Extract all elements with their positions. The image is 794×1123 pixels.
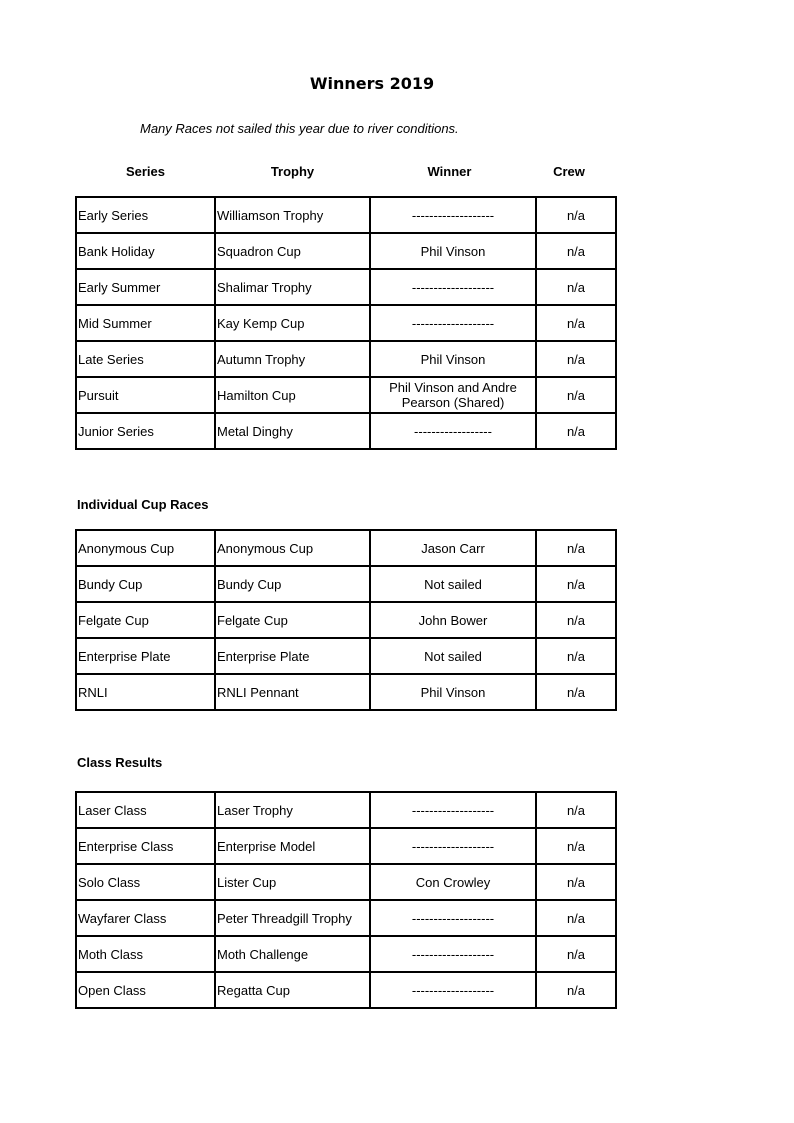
cell-winner: Phil Vinson xyxy=(370,674,536,710)
section-label-class-results: Class Results xyxy=(77,755,163,770)
cell-winner: ------------------- xyxy=(370,900,536,936)
cell-series: RNLI xyxy=(76,674,215,710)
cell-trophy: Regatta Cup xyxy=(215,972,370,1008)
cell-series: Laser Class xyxy=(76,792,215,828)
cell-series: Early Summer xyxy=(76,269,215,305)
cell-series: Junior Series xyxy=(76,413,215,449)
cell-series: Late Series xyxy=(76,341,215,377)
cell-winner: John Bower xyxy=(370,602,536,638)
table-row xyxy=(76,674,616,710)
cell-crew: n/a xyxy=(536,936,616,972)
cell-crew: n/a xyxy=(536,566,616,602)
header-winner: Winner xyxy=(427,164,472,179)
table-row xyxy=(76,269,616,305)
header-trophy: Trophy xyxy=(270,164,315,179)
cell-crew: n/a xyxy=(536,602,616,638)
cell-trophy: Lister Cup xyxy=(215,864,370,900)
table-row xyxy=(76,972,616,1008)
cell-crew: n/a xyxy=(536,269,616,305)
cell-crew: n/a xyxy=(536,341,616,377)
table-row xyxy=(76,566,616,602)
class-results-table xyxy=(75,791,617,1009)
cell-winner: Phil Vinson xyxy=(370,341,536,377)
cell-series: Moth Class xyxy=(76,936,215,972)
cell-trophy: Moth Challenge xyxy=(215,936,370,972)
cell-trophy: RNLI Pennant xyxy=(215,674,370,710)
cell-winner: Phil Vinson and Andre Pearson (Shared) xyxy=(370,377,536,413)
cell-series: Early Series xyxy=(76,197,215,233)
cell-winner: Not sailed xyxy=(370,638,536,674)
cell-trophy: Kay Kemp Cup xyxy=(215,305,370,341)
cell-trophy: Autumn Trophy xyxy=(215,341,370,377)
cell-series: Enterprise Class xyxy=(76,828,215,864)
cell-crew: n/a xyxy=(536,674,616,710)
cell-winner: Phil Vinson xyxy=(370,233,536,269)
section-label-cup-races: Individual Cup Races xyxy=(77,497,209,512)
cell-series: Wayfarer Class xyxy=(76,900,215,936)
cell-series: Open Class xyxy=(76,972,215,1008)
cell-series: Felgate Cup xyxy=(76,602,215,638)
cell-trophy: Enterprise Plate xyxy=(215,638,370,674)
cell-winner: ------------------ xyxy=(370,413,536,449)
cell-winner: Not sailed xyxy=(370,566,536,602)
cell-winner: Con Crowley xyxy=(370,864,536,900)
cell-winner: ------------------- xyxy=(370,936,536,972)
cell-winner: Jason Carr xyxy=(370,530,536,566)
cell-series: Solo Class xyxy=(76,864,215,900)
cell-series: Pursuit xyxy=(76,377,215,413)
table-row xyxy=(76,936,616,972)
cell-crew: n/a xyxy=(536,828,616,864)
cell-crew: n/a xyxy=(536,413,616,449)
cell-crew: n/a xyxy=(536,530,616,566)
cell-trophy: Metal Dinghy xyxy=(215,413,370,449)
table-row xyxy=(76,864,616,900)
table-row xyxy=(76,828,616,864)
table-row xyxy=(76,602,616,638)
table-row xyxy=(76,305,616,341)
cell-series: Enterprise Plate xyxy=(76,638,215,674)
cell-trophy: Shalimar Trophy xyxy=(215,269,370,305)
series-table xyxy=(75,196,617,450)
table-row xyxy=(76,413,616,449)
cell-crew: n/a xyxy=(536,900,616,936)
table-row xyxy=(76,530,616,566)
cell-winner: ------------------- xyxy=(370,305,536,341)
table-row xyxy=(76,377,616,413)
cell-winner: ------------------- xyxy=(370,792,536,828)
cell-series: Mid Summer xyxy=(76,305,215,341)
cell-trophy: Felgate Cup xyxy=(215,602,370,638)
table-row xyxy=(76,792,616,828)
table-row xyxy=(76,638,616,674)
cell-winner: ------------------- xyxy=(370,828,536,864)
page-title: Winners 2019 xyxy=(309,74,435,93)
table-row xyxy=(76,197,616,233)
column-headers xyxy=(76,164,609,180)
cell-crew: n/a xyxy=(536,864,616,900)
header-crew: Crew xyxy=(553,164,585,179)
cell-crew: n/a xyxy=(536,377,616,413)
cell-series: Anonymous Cup xyxy=(76,530,215,566)
cell-crew: n/a xyxy=(536,305,616,341)
conditions-note: Many Races not sailed this year due to river conditions. xyxy=(140,121,459,136)
cell-crew: n/a xyxy=(536,233,616,269)
cell-crew: n/a xyxy=(536,792,616,828)
cell-trophy: Squadron Cup xyxy=(215,233,370,269)
cell-trophy: Bundy Cup xyxy=(215,566,370,602)
cell-trophy: Peter Threadgill Trophy xyxy=(215,900,370,936)
cell-winner: ------------------- xyxy=(370,269,536,305)
cell-trophy: Laser Trophy xyxy=(215,792,370,828)
table-row xyxy=(76,900,616,936)
table-row xyxy=(76,341,616,377)
cell-trophy: Anonymous Cup xyxy=(215,530,370,566)
cup-races-table xyxy=(75,529,617,711)
header-series: Series xyxy=(125,164,166,179)
cell-series: Bank Holiday xyxy=(76,233,215,269)
cell-trophy: Enterprise Model xyxy=(215,828,370,864)
cell-crew: n/a xyxy=(536,197,616,233)
cell-trophy: Williamson Trophy xyxy=(215,197,370,233)
table-row xyxy=(76,233,616,269)
cell-winner: ------------------- xyxy=(370,972,536,1008)
cell-winner: ------------------- xyxy=(370,197,536,233)
cell-series: Bundy Cup xyxy=(76,566,215,602)
cell-crew: n/a xyxy=(536,972,616,1008)
cell-trophy: Hamilton Cup xyxy=(215,377,370,413)
cell-crew: n/a xyxy=(536,638,616,674)
